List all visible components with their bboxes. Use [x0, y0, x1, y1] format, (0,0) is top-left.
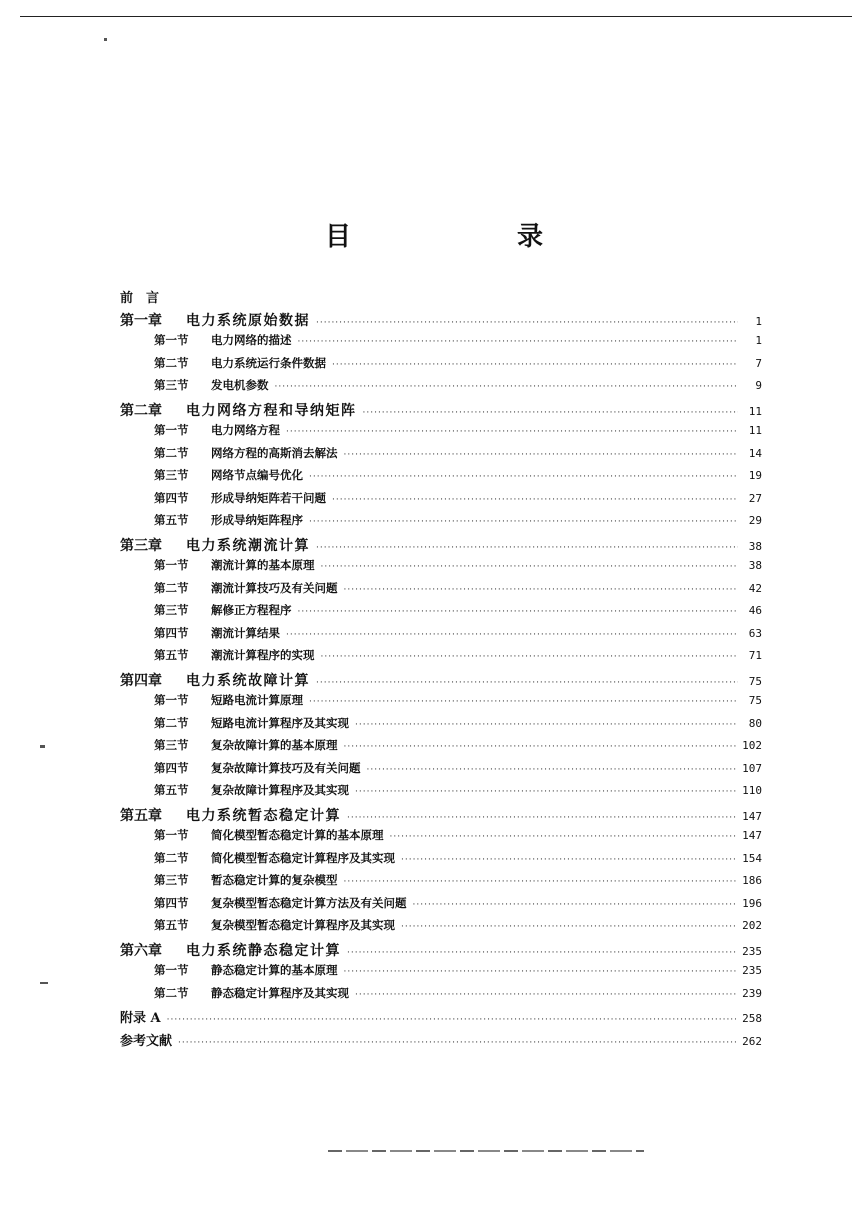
scan-speck [40, 745, 45, 748]
dot-leader [286, 630, 738, 640]
toc-chapter[interactable] [120, 805, 762, 827]
section-title: 电力网络方程 [211, 423, 280, 437]
dot-leader [344, 877, 737, 887]
dot-leader [390, 832, 737, 842]
section-title: 潮流计算技巧及有关问题 [211, 580, 338, 595]
dot-leader [309, 517, 738, 527]
toc-section[interactable] [154, 917, 762, 939]
page-number: 80 [748, 716, 762, 730]
chapter-number: 第四章 [120, 672, 162, 689]
dot-leader [298, 607, 739, 617]
section-title: 电力网络的描述 [211, 333, 292, 347]
dot-leader [355, 720, 738, 730]
chapter-number: 第二章 [120, 402, 162, 419]
page-number: 196 [742, 896, 762, 910]
section-number: 第二节 [154, 850, 189, 865]
section-number: 第五节 [154, 783, 189, 797]
section-number: 第一节 [154, 333, 189, 347]
toc-chapter[interactable] [120, 670, 762, 692]
section-title: 暂态稳定计算的复杂模型 [211, 873, 338, 887]
dot-leader [355, 990, 736, 1000]
section-title: 网络方程的高斯消去解法 [211, 445, 338, 460]
toc-section[interactable] [154, 692, 762, 714]
page-number: 71 [748, 649, 762, 662]
chapter-number: 第六章 [120, 942, 162, 959]
toc-section[interactable] [154, 332, 762, 354]
section-title: 静态稳定计算的基本原理 [211, 963, 338, 977]
toc-section[interactable] [154, 850, 762, 872]
dot-leader [347, 813, 736, 823]
page-number: 14 [748, 446, 762, 460]
page-number: 235 [742, 944, 762, 958]
scan-speck [40, 982, 48, 984]
toc-section[interactable] [154, 737, 762, 759]
toc-back-matter[interactable] [120, 1007, 762, 1029]
page-number: 19 [748, 469, 762, 482]
section-title: 潮流计算的基本原理 [211, 558, 315, 572]
chapter-title: 电力网络方程和导纳矩阵 [186, 402, 357, 419]
page-number: 38 [748, 559, 762, 572]
toc-chapter[interactable] [120, 400, 762, 422]
toc-section[interactable] [154, 512, 762, 534]
dot-leader [316, 678, 738, 688]
dot-leader [309, 697, 738, 707]
toc-section[interactable] [154, 490, 762, 512]
page-number: 107 [742, 761, 762, 775]
dot-leader [316, 543, 738, 553]
section-title: 短路电流计算原理 [211, 693, 303, 707]
toc-section[interactable] [154, 782, 762, 804]
section-number: 第四节 [154, 625, 189, 640]
section-title: 形成导纳矩阵程序 [211, 513, 303, 527]
dot-leader [321, 652, 739, 662]
section-title: 潮流计算程序的实现 [211, 648, 315, 662]
toc-section[interactable] [154, 985, 762, 1007]
section-title: 潮流计算结果 [211, 625, 280, 640]
chapter-title: 电力系统原始数据 [186, 312, 310, 329]
chapter-number: 第五章 [120, 807, 162, 824]
toc-section[interactable] [154, 602, 762, 624]
section-number: 第四节 [154, 490, 189, 505]
page-number: 1 [755, 334, 762, 347]
toc-section[interactable] [154, 625, 762, 647]
section-title: 复杂故障计算技巧及有关问题 [211, 760, 361, 775]
section-number: 第三节 [154, 873, 189, 887]
page-number: 11 [748, 424, 762, 437]
dot-leader [344, 742, 737, 752]
section-title: 形成导纳矩阵若干问题 [211, 490, 326, 505]
page-title: 目 录 [324, 222, 613, 252]
section-number: 第五节 [154, 918, 189, 932]
dot-leader [321, 562, 739, 572]
section-title: 网络节点编号优化 [211, 468, 303, 482]
dot-leader [178, 1038, 736, 1048]
toc-chapter[interactable] [120, 535, 762, 557]
dot-leader [316, 318, 738, 328]
page-number: 46 [748, 604, 762, 617]
bottom-scan-line [328, 1150, 644, 1152]
page-number: 258 [742, 1012, 762, 1025]
section-number: 第二节 [154, 445, 189, 460]
toc-section[interactable] [154, 872, 762, 894]
page-number: 1 [755, 314, 762, 328]
toc-chapter[interactable] [120, 310, 762, 332]
dot-leader [275, 382, 739, 392]
section-number: 第一节 [154, 693, 189, 707]
toc-section[interactable] [154, 647, 762, 669]
page-number: 262 [742, 1034, 762, 1048]
toc-section[interactable] [154, 715, 762, 737]
section-title: 静态稳定计算程序及其实现 [211, 985, 349, 1000]
toc-preface-label: 前 言 [120, 291, 160, 306]
toc-section[interactable] [154, 580, 762, 602]
section-number: 第二节 [154, 580, 189, 595]
section-number: 第二节 [154, 715, 189, 730]
page-number: 147 [742, 809, 762, 823]
section-number: 第二节 [154, 985, 189, 1000]
section-title: 复杂故障计算的基本原理 [211, 738, 338, 752]
dot-leader [298, 337, 739, 347]
dot-leader [332, 360, 738, 370]
chapter-title: 电力系统故障计算 [186, 672, 310, 689]
section-number: 第三节 [154, 468, 189, 482]
toc-section[interactable] [154, 422, 762, 444]
section-title: 复杂模型暂态稳定计算程序及其实现 [211, 918, 395, 932]
page-number: 7 [755, 356, 762, 370]
section-number: 第二节 [154, 355, 189, 370]
dot-leader [167, 1015, 737, 1025]
dot-leader [344, 450, 739, 460]
dot-leader [363, 408, 739, 418]
page-number: 154 [742, 851, 762, 865]
dot-leader [286, 427, 738, 437]
chapter-title: 电力系统潮流计算 [186, 537, 310, 554]
page-number: 186 [742, 874, 762, 887]
top-rule [20, 16, 852, 17]
dot-leader [347, 948, 736, 958]
section-title: 短路电流计算程序及其实现 [211, 715, 349, 730]
page-number: 42 [748, 581, 762, 595]
toc-section[interactable] [154, 557, 762, 579]
page-number: 110 [742, 784, 762, 797]
page-number: 9 [755, 379, 762, 392]
toc-section[interactable] [154, 962, 762, 984]
dot-leader [332, 495, 738, 505]
dot-leader [344, 585, 739, 595]
section-number: 第五节 [154, 648, 189, 662]
toc-back-matter[interactable] [120, 1030, 762, 1052]
back-matter-title: 附录 A [120, 1011, 161, 1026]
back-matter-title: 参考文献 [120, 1033, 173, 1049]
section-number: 第五节 [154, 513, 189, 527]
section-number: 第四节 [154, 760, 189, 775]
page-number: 102 [742, 739, 762, 752]
toc-preface[interactable] [120, 287, 762, 309]
section-title: 电力系统运行条件数据 [211, 355, 326, 370]
page-number: 147 [742, 829, 762, 842]
section-number: 第一节 [154, 963, 189, 977]
toc-chapter[interactable] [120, 940, 762, 962]
scan-speck [104, 38, 107, 41]
section-title: 复杂故障计算程序及其实现 [211, 783, 349, 797]
dot-leader [355, 787, 736, 797]
dot-leader [309, 472, 738, 482]
section-number: 第一节 [154, 423, 189, 437]
page-number: 38 [748, 539, 762, 553]
section-title: 简化模型暂态稳定计算程序及其实现 [211, 850, 395, 865]
page-number: 235 [742, 964, 762, 977]
section-title: 复杂模型暂态稳定计算方法及有关问题 [211, 895, 407, 910]
section-number: 第四节 [154, 895, 189, 910]
section-number: 第一节 [154, 828, 189, 842]
chapter-number: 第一章 [120, 312, 162, 329]
toc-section[interactable] [154, 467, 762, 489]
page-number: 29 [748, 514, 762, 527]
section-title: 简化模型暂态稳定计算的基本原理 [211, 828, 384, 842]
toc-section[interactable] [154, 760, 762, 782]
page-number: 27 [748, 491, 762, 505]
page-number: 239 [742, 986, 762, 1000]
page-number: 202 [742, 919, 762, 932]
chapter-title: 电力系统静态稳定计算 [186, 942, 341, 959]
dot-leader [367, 765, 737, 775]
chapter-number: 第三章 [120, 537, 162, 554]
dot-leader [401, 855, 736, 865]
toc-section[interactable] [154, 827, 762, 849]
section-title: 解修正方程程序 [211, 603, 292, 617]
chapter-title: 电力系统暂态稳定计算 [186, 807, 341, 824]
dot-leader [344, 967, 737, 977]
page-number: 11 [748, 404, 762, 418]
section-number: 第三节 [154, 738, 189, 752]
section-number: 第三节 [154, 378, 189, 392]
page-number: 75 [748, 674, 762, 688]
toc-section[interactable] [154, 377, 762, 399]
section-title: 发电机参数 [211, 378, 269, 392]
dot-leader [413, 900, 737, 910]
toc-section[interactable] [154, 355, 762, 377]
toc-section[interactable] [154, 445, 762, 467]
dot-leader [401, 922, 736, 932]
page-number: 75 [748, 694, 762, 707]
section-number: 第一节 [154, 558, 189, 572]
page-number: 63 [748, 626, 762, 640]
toc-section[interactable] [154, 895, 762, 917]
section-number: 第三节 [154, 603, 189, 617]
